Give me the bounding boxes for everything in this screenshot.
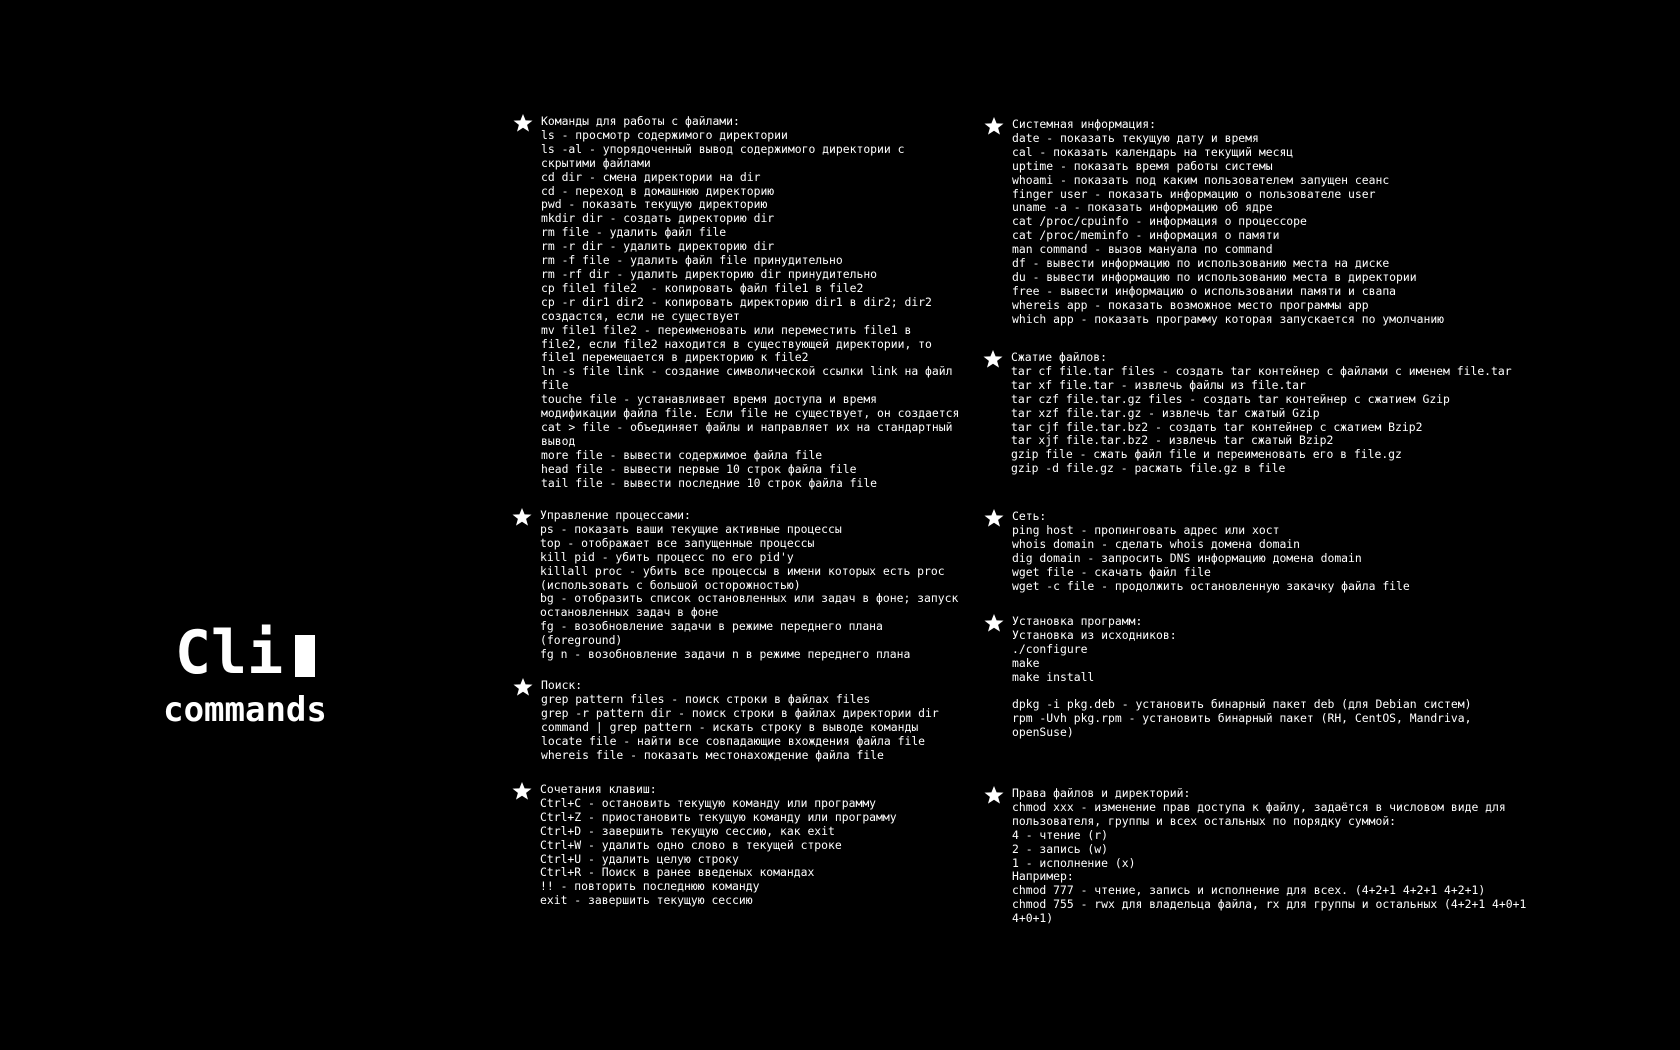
command-line: chmod xxx - изменение прав доступа к файлу, задаётся в числовом виде для [1012,799,1506,814]
command-line: killall proc - убить все процессы в имени которых есть proc [540,563,945,578]
command-line: whereis file - показать местонахождение файла file [541,747,884,762]
section-shortcuts [540,783,897,908]
command-line: (foreground) [540,633,623,648]
command-line: скрытими файлами [541,155,651,170]
star-icon [984,613,1004,633]
command-line: more file - вывести содержимое файла file [541,447,823,462]
command-line: ls - просмотр содержимого директории [541,127,788,142]
cursor-block-icon [295,635,315,677]
command-line: file1 перемещается в директорию к file2 [541,350,809,365]
star-icon [984,785,1004,805]
command-line: вывод [541,433,576,448]
command-line: make [1012,655,1040,670]
command-line: rpm -Uvh pkg.rpm - установить бинарный пакет (RH, CentOS, Mandriva, [1012,711,1472,726]
command-line: cd - переход в домашнюю директорию [541,183,775,198]
command-line: rm -rf dir - удалить директорию dir принудительно [541,266,878,281]
command-line: (использовать с большой осторожностью) [540,577,801,592]
command-line: ls -al - упорядоченный вывод содержимого директории с [541,141,905,156]
command-line: !! - повторить последнюю команду [540,879,760,894]
command-line: kill pid - убить процесс по его pid'у [540,549,794,564]
command-line: 4+0+1) [1012,911,1054,926]
section-install [1012,615,1471,740]
section-files [541,115,959,490]
command-line: date - показать текущую дату и время [1012,130,1259,145]
section-title: Поиск: [541,678,583,692]
section-title: Системная информация: [1012,117,1157,131]
command-line: tar xjf file.tar.bz2 - извлечь tar сжатый Bzip2 [1011,433,1334,448]
section-compression [1011,351,1512,476]
command-line: whereis app - показать возможное место программы app [1012,297,1369,312]
command-line: Ctrl+Z - приостановить текущую команду или программу [540,809,897,824]
command-line: gzip -d file.gz - расжать file.gz в file [1011,461,1286,476]
command-line: tar cjf file.tar.bz2 - создать tar контейнер с сжатием Bzip2 [1011,419,1423,434]
command-line: tar czf file.tar.gz files - создать tar контейнер с сжатием Gzip [1011,391,1450,406]
command-line: ps - показать ваши текущие активные процессы [540,521,842,536]
command-line: uname -a - показать информацию об ядре [1012,200,1273,215]
section-system-info [1012,118,1444,327]
command-line: free - вывести информацию о использовании памяти и свапа [1012,283,1397,298]
section-permissions [1012,787,1526,926]
logo-subtitle: commands [163,690,327,730]
command-line: exit - завершить текущую сессию [540,893,753,908]
command-line: openSuse) [1012,725,1074,740]
command-line: top - отображает все запущенные процессы [540,535,815,550]
star-icon [983,349,1003,369]
command-line: mv file1 file2 - переименовать или переместить file1 в [541,322,912,337]
star-icon [984,508,1004,528]
section-title: Управление процессами: [540,508,691,522]
command-line: chmod 777 - чтение, запись и исполнение для всех. (4+2+1 4+2+1 4+2+1) [1012,883,1486,898]
section-processes [540,509,958,662]
section-title: Команды для работы с файлами: [541,114,740,128]
command-line: создастся, если не существует [541,308,740,323]
command-line: Ctrl+W - удалить одно слово в текущей строке [540,837,842,852]
command-line: chmod 755 - rwx для владельца файла, rx для группы и остальных (4+2+1 4+0+1 [1012,897,1527,912]
command-line: wget -c file - продолжить остановленную закачку файла file [1012,578,1410,593]
command-line: tar xzf file.tar.gz - извлечь tar сжатый Gzip [1011,405,1320,420]
command-line: grep -r pattern dir - поиск строки в файлах директории dir [541,705,939,720]
command-line: ln -s file link - создание символической ссылки link на файл [541,364,953,379]
command-line: grep pattern files - поиск строки в файлах files [541,691,871,706]
command-line: head file - вывести первые 10 строк файла file [541,461,857,476]
command-line: df - вывести информацию по использованию места на диске [1012,256,1390,271]
command-line: Например: [1012,869,1074,884]
command-line: cal - показать календарь на текущий месяц [1012,144,1294,159]
command-line: cat /proc/cpuinfo - информация о процессоре [1012,214,1307,229]
star-icon [513,113,533,133]
star-icon [513,677,533,697]
command-line: file2, если file2 находится в существующей директории, то [541,336,932,351]
command-line: cp -r dir1 dir2 - копировать директорию dir1 в dir2; dir2 [541,294,932,309]
command-line: rm -f file - удалить файл file принудительно [541,253,843,268]
command-line: Ctrl+R - Поиск в ранее введеных командах [540,865,815,880]
command-line: fg n - возобновление задачи n в режиме переднего плана [540,647,911,662]
command-line: whois domain - сделать whois домена domain [1012,536,1301,551]
command-line: dpkg -i pkg.deb - установить бинарный пакет deb (для Debian систем) [1012,697,1472,712]
command-line: tar cf file.tar files - создать tar контейнер с файлами с именем file.tar [1011,363,1512,378]
star-icon [512,507,532,527]
command-line: wget file - скачать файл file [1012,564,1211,579]
command-line: ping host - пропинговать адрес или хост [1012,522,1280,537]
command-line: 1 - исполнение (x) [1012,855,1136,870]
command-line: finger user - показать информацию о пользователе user [1012,186,1376,201]
command-line: cat > file - объединяет файлы и направляет их на стандартный [541,419,953,434]
command-line: pwd - показать текущую директорию [541,197,768,212]
logo-title [140,620,350,686]
command-line: Ctrl+C - остановить текущую команду или программу [540,795,877,810]
section-search [541,679,939,762]
command-line: Установка из исходников: [1012,627,1177,642]
command-line: mkdir dir - создать директорию dir [541,211,775,226]
command-line: Ctrl+D - завершить текущую сессию, как exit [540,823,835,838]
command-line: bg - отобразить список остановленных или задач в фоне; запуск [540,591,959,606]
command-line: dig domain - запросить DNS информацию домена domain [1012,550,1362,565]
star-icon [984,116,1004,136]
command-line: fg - возобновление задачи в режиме переднего плана [540,619,883,634]
section-title: Сеть: [1012,509,1047,523]
command-line: rm file - удалить файл file [541,225,727,240]
command-line: make install [1012,669,1095,684]
command-line: ./configure [1012,641,1088,656]
command-line: rm -r dir - удалить директорию dir [541,239,775,254]
command-line: tail file - вывести последние 10 строк файла file [541,475,878,490]
section-title: Права файлов и директорий: [1012,786,1191,800]
command-line: file [541,378,569,393]
command-line: cp file1 file2 - копировать файл file1 в file2 [541,280,864,295]
section-title: Сочетания клавиш: [540,782,657,796]
section-title: Установка программ: [1012,614,1143,628]
command-line: модификации файла file. Если file не существует, он создается [541,406,960,421]
command-line: locate file - найти все совпадающие вхождения файла file [541,733,926,748]
logo [140,620,350,730]
section-title: Сжатие файлов: [1011,350,1108,364]
command-line: command | grep pattern - искать строку в выводе команды [541,719,919,734]
star-icon [512,781,532,801]
section-network [1012,510,1410,593]
command-line: 4 - чтение (r) [1012,827,1109,842]
command-line: uptime - показать время работы системы [1012,158,1273,173]
command-line: whoami - показать под каким пользователем запущен сеанс [1012,172,1390,187]
command-line: 2 - запись (w) [1012,841,1109,856]
command-line: which app - показать программу которая запускается по умолчанию [1012,311,1445,326]
command-line: cat /proc/meminfo - информация о памяти [1012,228,1280,243]
command-line: cd dir - смена директории на dir [541,169,761,184]
command-line: man command - вызов мануала по command [1012,242,1273,257]
command-line: tar xf file.tar - извлечь файлы из file.tar [1011,377,1306,392]
command-line [1012,685,1471,699]
command-line: остановленных задач в фоне [540,605,719,620]
command-line: du - вывести информацию по использованию места в директории [1012,269,1417,284]
command-line: touche file - устанавливает время доступа и время [541,392,878,407]
command-line: пользователя, группы и всех остальных по порядку суммой: [1012,813,1397,828]
command-line: Ctrl+U - удалить целую строку [540,851,739,866]
logo-title-text: Cli [174,618,284,688]
command-line: gzip file - сжать файл file и переименовать его в file.gz [1011,447,1402,462]
